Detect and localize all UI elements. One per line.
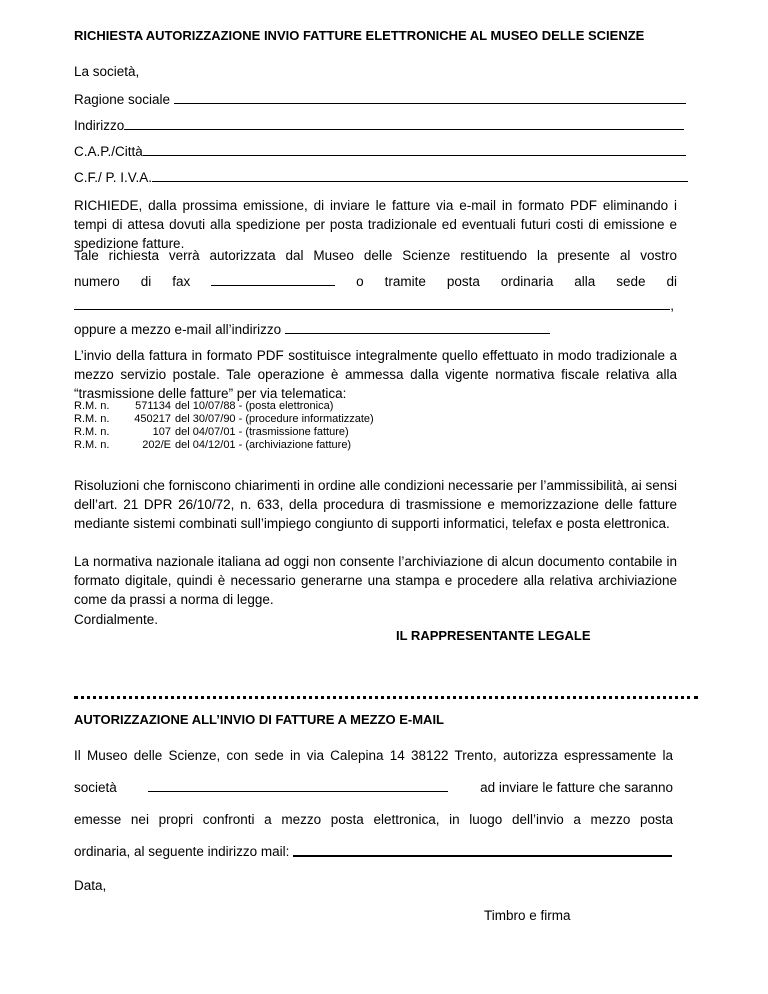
cap-citta-label: C.A.P./Città	[74, 144, 143, 159]
reference-item: R.M. n. 202/E del 04/12/01 - (archiviazione fatture)	[74, 439, 352, 451]
ragione-sociale-row	[74, 90, 686, 109]
ragione-sociale-field[interactable]	[174, 90, 686, 104]
societa-label: società	[74, 780, 117, 795]
authorization-line: Tale richiesta verrà autorizzata dal Museo delle Scienze restituendo la presente al vostro	[74, 248, 677, 263]
email-label: oppure a mezzo e-mail all’indirizzo	[74, 322, 282, 337]
authorization-line-1: Il Museo delle Scienze, con sede in via Calepina 14 38122 Trento, autorizza espressamente la	[74, 748, 673, 763]
email-row	[74, 320, 550, 339]
authorization-line-2	[74, 778, 673, 797]
email-field[interactable]	[285, 320, 550, 334]
fax-word: o	[356, 274, 364, 289]
address-row	[74, 296, 674, 315]
authorization-line-2-text: ad inviare le fatture che saranno	[480, 780, 673, 795]
fax-word: sede	[616, 274, 646, 289]
cf-piva-label: C.F./ P. I.V.A.	[74, 170, 153, 185]
indirizzo-row	[74, 116, 684, 135]
fax-word: fax	[172, 274, 191, 289]
closing-greeting: Cordialmente.	[74, 612, 159, 627]
cap-citta-row	[74, 142, 686, 161]
request-paragraph: RICHIEDE, dalla prossima emissione, di inviare le fatture via e-mail in formato PDF eliminando i tempi di attesa dovuti alla spedizione per posta tradizionale ed eventuali futuri costi di emissione e spedizione fatture.	[74, 198, 677, 251]
authorization-line-4	[74, 842, 672, 861]
indirizzo-field[interactable]	[124, 116, 684, 130]
societa-field[interactable]	[148, 778, 448, 792]
fax-word: numero	[74, 274, 120, 289]
cf-piva-field[interactable]	[152, 168, 688, 182]
reference-item: R.M. n. 450217 del 30/07/90 - (procedure informatizzate)	[74, 413, 374, 425]
legal-paragraph: L’invio della fattura in formato PDF sostituisce integralmente quello effettuato in modo tradizionale a mezzo servizio postale. Tale operazione è ammessa dalla vigente normativa fiscale relativa alla “trasmissione delle fatture” per via telematica:	[74, 348, 677, 401]
references-list	[74, 400, 374, 452]
authorization-title: AUTORIZZAZIONE ALL’INVIO DI FATTURE A MEZZO E-MAIL	[74, 712, 444, 727]
reference-item: R.M. n. 571134 del 10/07/88 - (posta elettronica)	[74, 400, 334, 412]
fax-word: di	[666, 274, 677, 289]
address-field[interactable]	[74, 296, 670, 310]
fax-number-field[interactable]	[211, 272, 335, 286]
fax-word: tramite	[384, 274, 426, 289]
authorization-line-3: emesse nei propri confronti a mezzo posta elettronica, in luogo dell’invio a mezzo posta	[74, 812, 673, 827]
cf-piva-row	[74, 168, 688, 187]
legal-representative-label: IL RAPPRESENTANTE LEGALE	[396, 628, 591, 643]
fax-word: di	[140, 274, 152, 289]
fax-word: posta	[446, 274, 480, 289]
indirizzo-label: Indirizzo	[74, 118, 125, 133]
reference-item: R.M. n. 107 del 04/07/01 - (trasmissione fatture)	[74, 426, 349, 438]
fax-line	[74, 272, 677, 291]
fax-word: ordinaria	[500, 274, 554, 289]
address-comma: ,	[670, 298, 674, 313]
document-title: RICHIESTA AUTORIZZAZIONE INVIO FATTURE ELETTRONICHE AL MUSEO DELLE SCIENZE	[74, 28, 645, 43]
mail-address-label: ordinaria, al seguente indirizzo mail:	[74, 844, 290, 859]
archiving-paragraph: La normativa nazionale italiana ad oggi non consente l’archiviazione di alcun documento contabile in formato digitale, quindi è necessario generarne una stampa e procedere alla relativa archiviazione come da prassi a norma di legge.	[74, 554, 677, 607]
cut-line-divider	[74, 694, 698, 699]
company-intro: La società,	[74, 64, 140, 79]
mail-address-field[interactable]	[293, 842, 672, 857]
cap-citta-field[interactable]	[143, 142, 686, 156]
resolutions-paragraph: Risoluzioni che forniscono chiarimenti in ordine alle condizioni necessarie per l’ammissibilità, ai sensi dell’art. 21 DPR 26/10/72, n. 633, della procedura di trasmissione e memorizzazione delle fatture mediante sistemi combinati sull’impiego congiunto di supporti informatici, telefax e posta elettronica.	[74, 478, 677, 531]
fax-word: alla	[574, 274, 596, 289]
stamp-signature-label: Timbro e firma	[484, 908, 571, 923]
date-label: Data,	[74, 878, 107, 893]
ragione-sociale-label: Ragione sociale	[74, 92, 171, 107]
